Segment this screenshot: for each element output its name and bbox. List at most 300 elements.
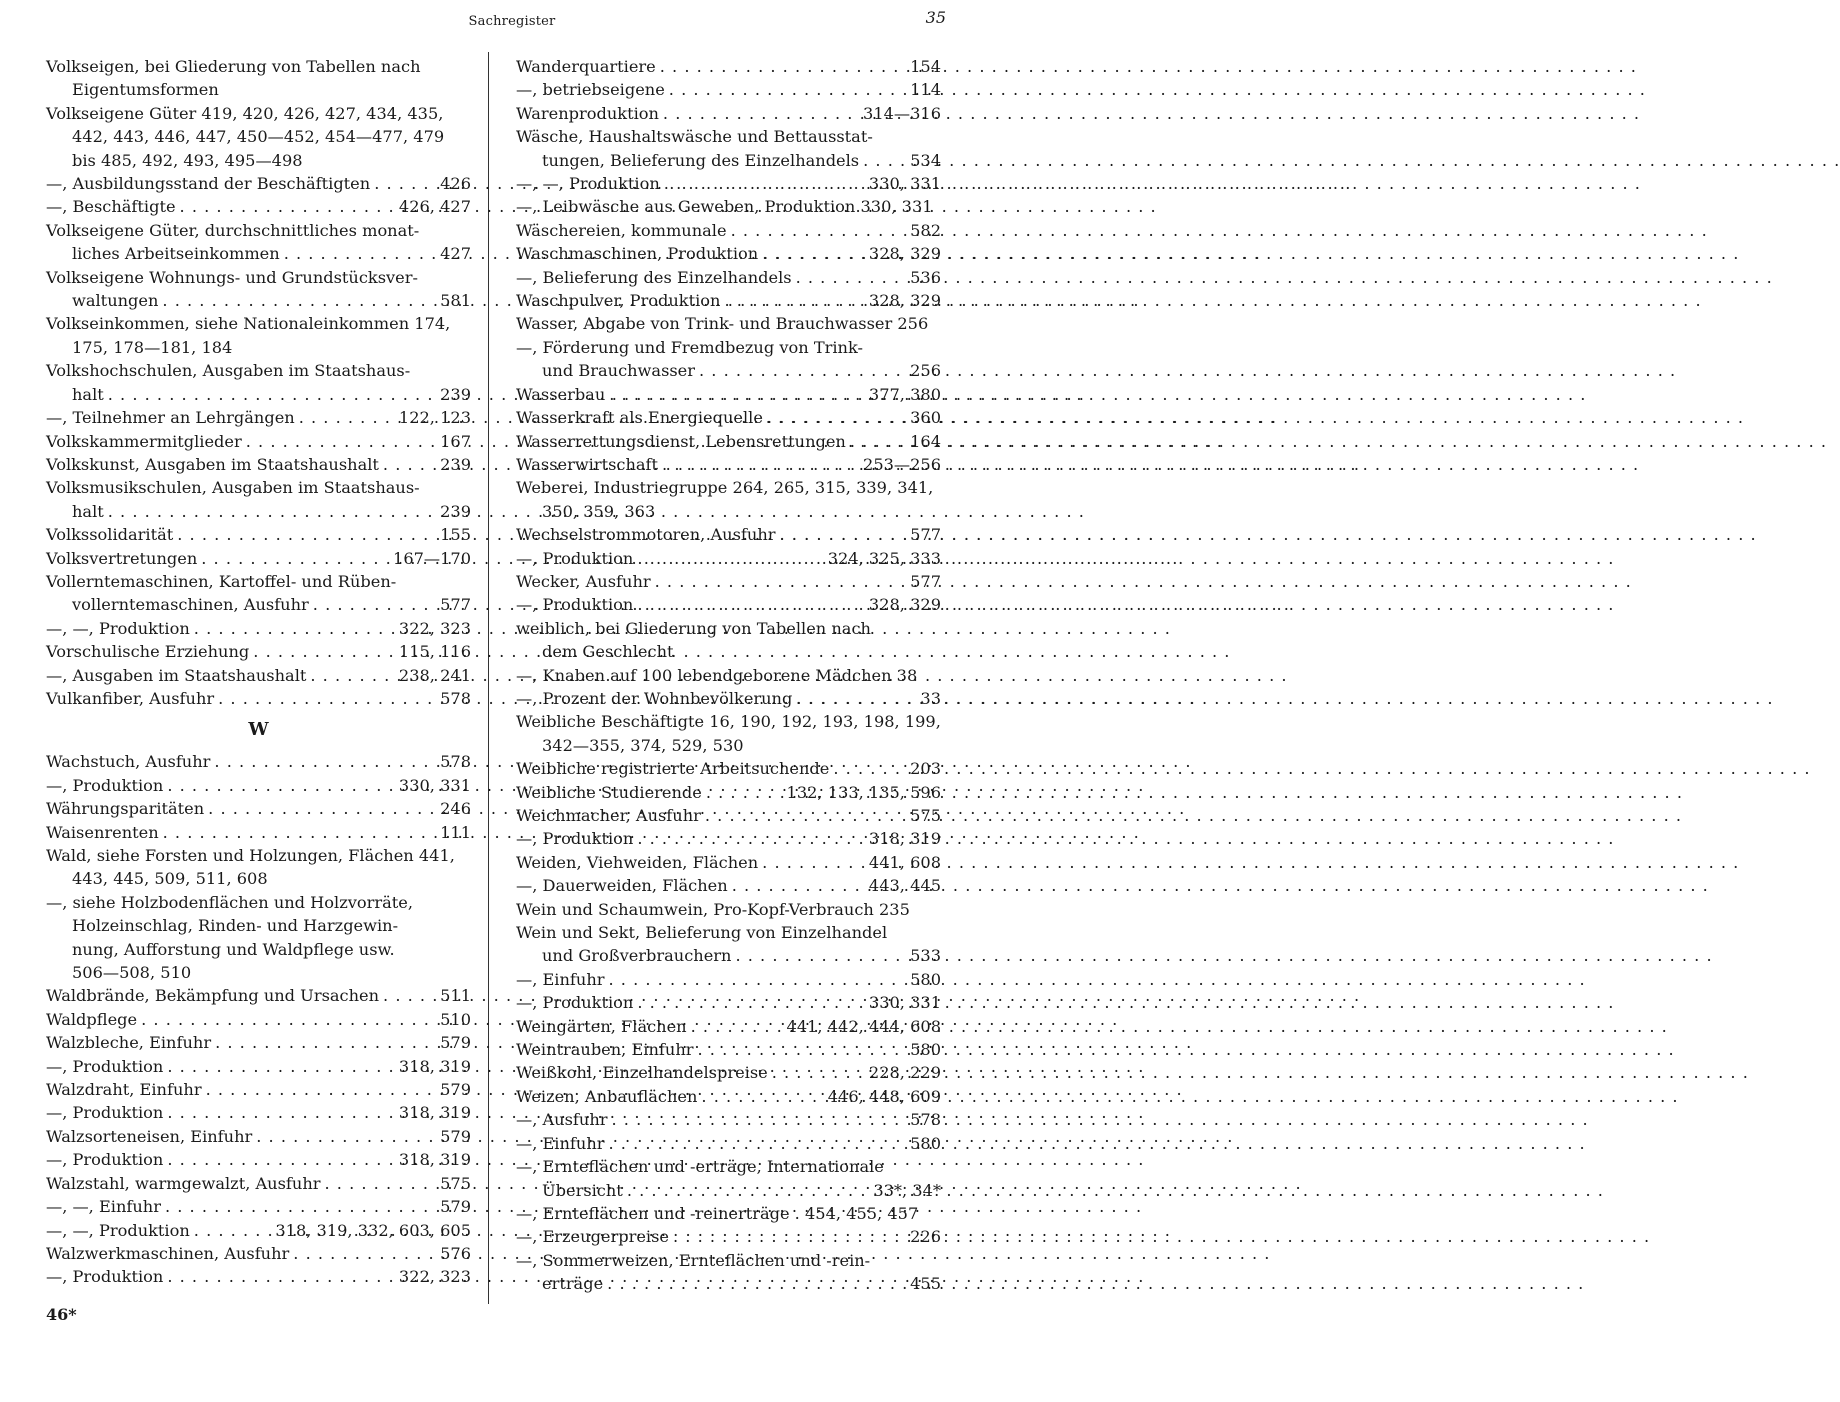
entry-continuation-line	[516, 500, 941, 523]
dot-leader	[214, 687, 440, 710]
dot-leader	[792, 266, 911, 289]
entry-text: Volkseigene Wohnungs- und Grundstücksver-	[46, 267, 418, 287]
entry-text: Weibliche registrierte Arbeitsuchende	[516, 759, 830, 779]
entry-text: —, Produktion	[516, 829, 634, 849]
entry-text: Wasserbau	[516, 384, 606, 404]
dot-leader	[702, 781, 787, 804]
entry-text: —, Produktion	[516, 548, 634, 568]
index-entry	[46, 1148, 471, 1171]
left-index-column	[46, 55, 471, 1289]
dot-leader	[792, 687, 920, 710]
entry-text: Walzbleche, Einfuhr	[46, 1033, 212, 1053]
entry-text: —, —, Produktion	[46, 618, 190, 638]
page-reference: 167	[440, 431, 471, 451]
running-head: Sachregister	[468, 14, 556, 29]
entry-text: bis 485, 492, 493, 495—498	[72, 150, 303, 170]
entry-text: —, Erzeugerpreise	[516, 1227, 669, 1247]
index-entry	[516, 921, 941, 968]
dot-leader	[280, 242, 440, 265]
dot-leader	[658, 453, 863, 476]
page-reference: 426	[440, 174, 471, 194]
index-entry	[46, 1008, 471, 1031]
dot-leader	[161, 1195, 440, 1218]
page-reference: 578	[910, 1110, 941, 1130]
entry-text: Wald, siehe Forsten und Holzungen, Flächen 441,	[46, 846, 455, 865]
entry-continuation-line	[46, 383, 471, 406]
entry-line	[516, 195, 941, 218]
page-reference: 239	[440, 384, 471, 404]
index-entry	[516, 710, 941, 757]
index-entry	[516, 195, 941, 218]
page-reference: 115, 116	[398, 642, 471, 662]
entry-text: Weißkohl, Einzelhandelspreise	[516, 1063, 768, 1083]
page-reference: 427	[440, 244, 471, 264]
dot-leader	[659, 102, 863, 125]
dot-leader	[607, 1108, 910, 1131]
page-reference: 330, 331	[868, 174, 941, 194]
entry-text: Wachstuch, Ausfuhr	[46, 752, 211, 772]
dot-leader	[633, 827, 869, 850]
page-number: 35	[925, 8, 946, 27]
dot-leader	[190, 617, 399, 640]
entry-line	[516, 921, 941, 944]
dot-leader	[695, 359, 910, 382]
index-entry	[46, 1195, 471, 1218]
entry-line	[46, 1265, 471, 1288]
entry-continuation-line	[46, 289, 471, 312]
entry-text: Wanderquartiere	[516, 57, 656, 76]
entry-text: Volkseinkommen, siehe Nationaleinkommen 174,	[46, 314, 451, 334]
index-entry	[46, 891, 471, 985]
dot-leader	[728, 874, 869, 897]
entry-continuation-line	[46, 149, 471, 172]
entry-line	[46, 1148, 471, 1171]
entry-text: Walzwerkmaschinen, Ausfuhr	[46, 1243, 290, 1263]
entry-line	[46, 430, 471, 453]
index-entry	[516, 1085, 941, 1108]
entry-line	[516, 570, 941, 593]
entry-line	[516, 312, 941, 335]
entry-text: Weintrauben, Einfuhr	[516, 1040, 694, 1060]
index-entry	[46, 774, 471, 797]
entry-text: —, Produktion	[46, 1150, 164, 1170]
dot-leader	[104, 383, 440, 406]
dot-leader	[289, 1242, 440, 1265]
index-entry	[46, 750, 471, 773]
entry-text: waltungen	[72, 291, 159, 311]
page-reference: 581	[440, 291, 471, 311]
index-entry	[516, 874, 941, 897]
entry-line	[516, 266, 941, 289]
page-reference: 167—170	[393, 548, 471, 568]
page-reference: 164	[910, 431, 941, 451]
dot-leader	[173, 523, 440, 546]
page-reference: 33	[920, 688, 941, 708]
entry-text: Waldbrände, Bekämpfung und Ursachen	[46, 986, 380, 1006]
index-entry	[516, 1061, 941, 1084]
page-reference: 322, 323	[398, 1267, 471, 1287]
page-reference: 318, 319	[398, 1056, 471, 1076]
entry-line	[46, 453, 471, 476]
index-entry	[516, 406, 941, 429]
entry-line	[516, 406, 941, 429]
entry-text: dem Geschlecht	[542, 642, 674, 662]
dot-leader	[660, 172, 869, 195]
index-entry	[516, 898, 941, 921]
entry-text: Vulkanfiber, Ausfuhr	[46, 688, 215, 708]
page-reference: 322, 323	[398, 618, 471, 638]
entry-text: Weingärten, Flächen	[516, 1016, 687, 1036]
index-entry	[516, 687, 941, 710]
entry-text: erträge	[542, 1274, 604, 1294]
entry-text: 506—508, 510	[72, 963, 192, 983]
dot-leader	[163, 1265, 399, 1288]
page-reference: 318, 319	[398, 1103, 471, 1123]
entry-text: weiblich, bei Gliederung von Tabellen nach	[516, 618, 871, 638]
dot-leader	[603, 1272, 910, 1295]
entry-continuation-line	[516, 734, 941, 757]
entry-text: Wecker, Ausfuhr	[516, 571, 651, 591]
dot-leader	[731, 944, 910, 967]
entry-line	[516, 547, 941, 570]
index-entry	[516, 570, 941, 593]
dot-leader	[163, 1055, 399, 1078]
entry-line	[46, 1125, 471, 1148]
dot-leader	[370, 172, 440, 195]
entry-line	[516, 102, 941, 125]
dot-leader	[252, 1125, 440, 1148]
entry-line	[516, 827, 941, 850]
page-reference: 579	[440, 1197, 471, 1217]
entry-line	[46, 1078, 471, 1101]
entry-text: Wein und Sekt, Belieferung von Einzelhandel	[516, 923, 888, 943]
entry-continuation-line	[46, 593, 471, 616]
dot-leader	[829, 757, 910, 780]
dot-leader	[651, 570, 910, 593]
index-entry	[46, 1125, 471, 1148]
entry-text: —, —, Produktion	[46, 1220, 190, 1240]
entry-line	[516, 1132, 941, 1155]
dot-leader	[768, 1061, 869, 1084]
page-reference: 203	[910, 759, 941, 779]
entry-line	[46, 102, 471, 125]
index-entry	[516, 851, 941, 874]
entry-line	[46, 406, 471, 429]
entry-line	[46, 687, 471, 710]
entry-line	[46, 1242, 471, 1265]
dot-leader	[758, 242, 869, 265]
entry-line	[46, 570, 471, 593]
entry-line	[516, 1249, 941, 1272]
entry-continuation-line	[46, 867, 471, 890]
entry-line	[46, 617, 471, 640]
entry-text: —, Ausgaben im Staatshaushalt	[46, 665, 307, 685]
entry-text: —, —, Einfuhr	[46, 1197, 161, 1217]
page-reference: 511	[440, 986, 471, 1006]
entry-text: Waldpflege	[46, 1009, 138, 1029]
dot-leader	[242, 430, 440, 453]
page-reference: 226	[910, 1227, 941, 1247]
index-entry	[46, 1101, 471, 1124]
entry-text: —, Sommerweizen, Ernteflächen und -rein-	[516, 1250, 871, 1270]
dot-leader	[379, 984, 440, 1007]
index-entry	[516, 312, 941, 335]
entry-line	[46, 664, 471, 687]
dot-leader	[379, 453, 440, 476]
entry-line	[46, 266, 471, 289]
entry-text: Waschmaschinen, Produktion	[516, 244, 759, 264]
page-reference: 111	[440, 822, 471, 842]
page-reference: 577	[910, 525, 941, 545]
page-reference: 256	[910, 361, 941, 381]
index-entry	[46, 359, 471, 406]
entry-line	[46, 312, 471, 335]
dot-leader	[176, 195, 399, 218]
page-reference: 122, 123	[398, 408, 471, 428]
dot-leader	[104, 500, 440, 523]
index-entry	[46, 219, 471, 266]
entry-text: —, Produktion	[516, 595, 634, 615]
page-reference: 426, 427	[398, 197, 471, 217]
index-entry	[516, 266, 941, 289]
entry-line	[516, 55, 941, 78]
index-entry	[516, 1155, 941, 1202]
entry-text: Volksmusikschulen, Ausgaben im Staatshaus-	[46, 478, 420, 498]
entry-line	[46, 891, 471, 914]
index-entry	[516, 453, 941, 476]
index-entry	[46, 664, 471, 687]
index-entry	[46, 1265, 471, 1288]
dot-leader	[846, 430, 910, 453]
page-reference: 578	[440, 688, 471, 708]
entry-line	[46, 844, 471, 867]
entry-text: 175, 178—181, 184	[72, 337, 233, 357]
index-entry	[46, 797, 471, 820]
entry-text: Wäsche, Haushaltswäsche und Bettausstat-	[516, 127, 873, 147]
entry-text: Volksvertretungen	[46, 548, 198, 568]
dot-leader	[137, 1008, 440, 1031]
entry-text: Wein und Schaumwein, Pro-Kopf-Verbrauch 235	[516, 899, 910, 919]
page-reference: 239	[440, 501, 471, 521]
entry-text: Volkshochschulen, Ausgaben im Staatshaus-	[46, 361, 411, 381]
entry-text: Weizen, Anbauflächen	[516, 1086, 698, 1106]
entry-text: —, Förderung und Fremdbezug von Trink-	[516, 337, 863, 357]
dot-leader	[697, 1085, 827, 1108]
entry-line	[516, 476, 941, 499]
index-entry	[516, 1132, 941, 1155]
index-entry	[46, 266, 471, 313]
index-entry	[516, 1202, 941, 1225]
page-reference: 578	[440, 752, 471, 772]
entry-line	[516, 593, 941, 616]
entry-line	[516, 664, 941, 687]
index-entry	[46, 430, 471, 453]
entry-line	[516, 242, 941, 265]
entry-continuation-line	[46, 125, 471, 148]
entry-text: —, Produktion	[46, 775, 164, 795]
dot-leader	[758, 851, 869, 874]
entry-line	[516, 757, 941, 780]
index-entry	[46, 1031, 471, 1054]
dot-leader	[190, 1219, 276, 1242]
entry-text: nung, Aufforstung und Waldpflege usw.	[72, 939, 395, 959]
entry-text: vollerntemaschinen, Ausfuhr	[72, 595, 309, 615]
entry-line	[516, 1155, 941, 1178]
index-entry	[516, 1038, 941, 1061]
entry-line	[516, 430, 941, 453]
entry-line	[46, 219, 471, 242]
entry-text: 442, 443, 446, 447, 450—452, 454—477, 479	[72, 127, 445, 147]
entry-continuation-line	[516, 149, 941, 172]
dot-leader	[775, 523, 910, 546]
entry-text: —, Knaben auf 100 lebendgeborene Mädchen 38	[516, 665, 918, 685]
index-entry	[516, 781, 941, 804]
entry-text: 342—355, 374, 529, 530	[542, 735, 744, 755]
index-entry	[516, 617, 941, 664]
index-entry	[516, 219, 941, 242]
dot-leader	[720, 289, 868, 312]
right-index-column	[516, 55, 941, 1296]
index-entry	[516, 78, 941, 101]
entry-line	[516, 383, 941, 406]
entry-line	[516, 1225, 941, 1248]
dot-leader	[604, 1132, 910, 1155]
index-entry	[516, 1249, 941, 1296]
entry-line	[46, 1031, 471, 1054]
page-reference: 580	[910, 969, 941, 989]
page-reference: 328, 329	[868, 244, 941, 264]
entry-text: —, Belieferung des Einzelhandels	[516, 267, 792, 287]
page-reference: 228, 229	[868, 1063, 941, 1083]
dot-leader	[211, 1031, 440, 1054]
index-entry	[516, 55, 941, 78]
entry-continuation-line	[46, 500, 471, 523]
entry-line	[46, 774, 471, 797]
entry-continuation-line	[516, 359, 941, 382]
entry-text: Wasser, Abgabe von Trink- und Brauchwasser 256	[516, 314, 929, 334]
page-reference: 443, 445	[868, 876, 941, 896]
page-reference: 575	[440, 1173, 471, 1193]
page-reference: 33*, 34*	[873, 1180, 941, 1200]
page-reference: 114	[910, 80, 941, 100]
entry-text: Volkssolidarität	[46, 525, 174, 545]
entry-line	[516, 453, 941, 476]
entry-line	[46, 640, 471, 663]
dot-leader	[249, 640, 399, 663]
entry-text: —, Produktion	[46, 1267, 164, 1287]
entry-line	[46, 1101, 471, 1124]
dot-leader	[159, 821, 440, 844]
entry-line	[516, 710, 941, 733]
entry-text: Wäschereien, kommunale	[516, 220, 727, 240]
page-reference: 580	[910, 1133, 941, 1153]
index-entry	[46, 102, 471, 172]
dot-leader	[763, 406, 910, 429]
index-entry	[516, 1225, 941, 1248]
entry-text: Waschpulver, Produktion	[516, 291, 721, 311]
entry-line	[516, 687, 941, 710]
dot-leader	[163, 774, 399, 797]
dot-leader	[633, 991, 869, 1014]
index-entry	[516, 523, 941, 546]
entry-line	[516, 781, 941, 804]
entry-line	[516, 991, 941, 1014]
page-reference: 577	[440, 595, 471, 615]
dot-leader	[604, 968, 910, 991]
entry-text: —, Prozent der Wohnbevölkerung	[516, 688, 793, 708]
entry-text: Übersicht	[542, 1180, 623, 1200]
index-entry	[46, 172, 471, 195]
page-reference: 582	[910, 220, 941, 240]
entry-continuation-line	[46, 242, 471, 265]
dot-leader	[309, 593, 440, 616]
index-entry	[516, 242, 941, 265]
entry-continuation-line	[46, 914, 471, 937]
page-reference: 575	[910, 806, 941, 825]
entry-continuation-line	[46, 938, 471, 961]
index-entry	[516, 664, 941, 687]
entry-continuation-line	[46, 78, 471, 101]
entry-line	[46, 195, 471, 218]
dot-leader	[197, 547, 393, 570]
entry-line	[46, 172, 471, 195]
entry-text: —, Produktion	[46, 1103, 164, 1123]
index-entry	[516, 804, 941, 827]
entry-text: Wasserrettungsdienst, Lebensrettungen	[516, 431, 846, 451]
entry-line	[46, 797, 471, 820]
entry-line	[46, 1195, 471, 1218]
dot-leader	[859, 149, 910, 172]
dot-leader	[210, 750, 440, 773]
entry-line	[516, 219, 941, 242]
page-reference: 155	[440, 525, 471, 545]
entry-line	[516, 1108, 941, 1131]
index-entry	[516, 1108, 941, 1131]
entry-text: Volkseigene Güter 419, 420, 426, 427, 434, 435,	[46, 103, 444, 123]
entry-text: 443, 445, 509, 511, 608	[72, 869, 268, 889]
entry-text: Walzdraht, Einfuhr	[46, 1080, 202, 1100]
page-reference: 328, 329	[868, 595, 941, 615]
dot-leader	[202, 1078, 441, 1101]
page-reference: 328, 329	[868, 291, 941, 311]
signature-mark: 46*	[46, 1305, 77, 1324]
page-reference: 579	[440, 1080, 471, 1100]
entry-text: Wasserwirtschaft	[516, 454, 659, 474]
index-entry	[516, 125, 941, 172]
entry-text: —, Produktion	[46, 1056, 164, 1076]
entry-text: —, Einfuhr	[516, 1133, 605, 1153]
entry-line	[46, 1219, 471, 1242]
page-reference: 510	[440, 1009, 471, 1029]
entry-text: Weibliche Studierende	[516, 782, 702, 802]
entry-text: —, Produktion	[516, 993, 634, 1013]
entry-text: —, Einfuhr	[516, 969, 605, 989]
index-entry	[516, 172, 941, 195]
page-reference: 534	[910, 150, 941, 170]
entry-line	[46, 1008, 471, 1031]
dot-leader	[204, 797, 440, 820]
dot-leader	[701, 804, 910, 827]
entry-line	[516, 1015, 941, 1038]
entry-line	[516, 1202, 941, 1225]
page-reference: 579	[440, 1033, 471, 1053]
index-entry	[46, 1172, 471, 1195]
page-reference: 318, 319	[398, 1150, 471, 1170]
page-reference: 579	[440, 1126, 471, 1146]
entry-line	[516, 172, 941, 195]
index-entry	[46, 523, 471, 546]
index-entry	[46, 821, 471, 844]
